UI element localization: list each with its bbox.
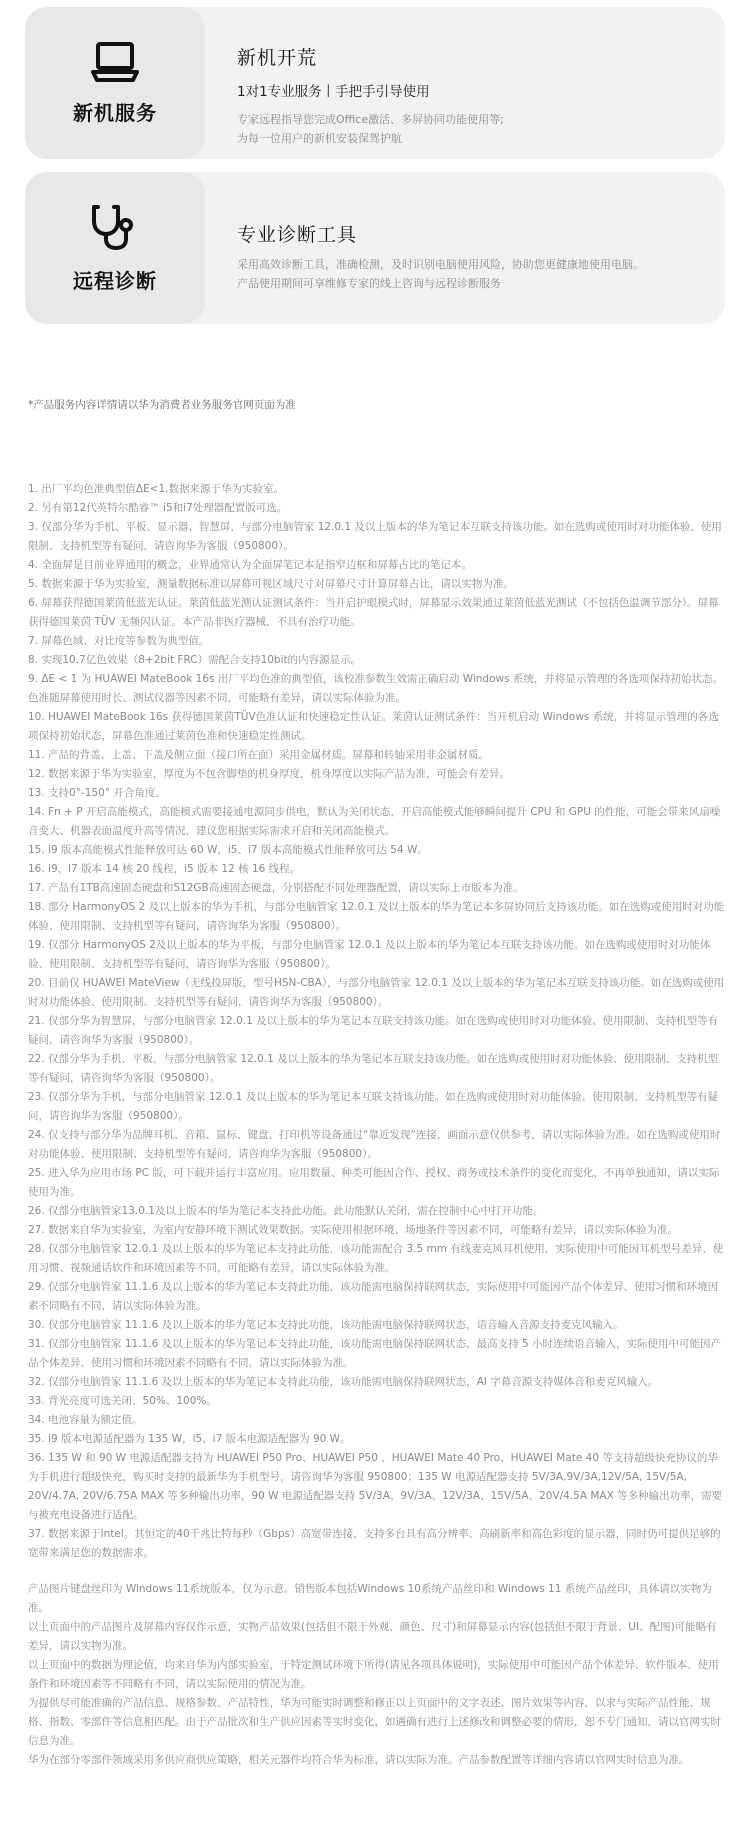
footnote-item: 15. i9 版本高能模式性能释放可达 60 W，i5、i7 版本高能模式性能释放可达 54 W。 xyxy=(28,844,428,856)
card-description-line: 采用高效诊断工具，准确检测，及时识别电脑使用风险，协助您更健康地使用电脑。 xyxy=(237,258,644,271)
card-description xyxy=(237,255,705,293)
footnote-item: 6. 屏幕获得德国莱茵低蓝光认证。莱茵低蓝光测认证测试条件：当开启护眼模式时，屏幕显示效果通过莱茵低蓝光测试（不包括色温调节部分）。屏幕获得德国莱茵 TÜV 无频闪认证。本产品非医疗器械，不具有治疗功能。 xyxy=(28,597,719,628)
footnote-item: 20. 目前仅 HUAWEI MateView（无线投屏版，型号HSN-CBA），与部分电脑管家 12.0.1 及以上版本的华为笔记本互联支持该功能。如在选购或使用时对功能体验、使用限制、支持机型等有疑问，请咨询华为客服（950800）。 xyxy=(28,977,725,1008)
card-icon-box xyxy=(25,7,205,159)
footnote-item: 26. 仅部分电脑管家13.0.1及以上版本的华为笔记本支持此功能。此功能默认关闭，需在控制中心中打开功能。 xyxy=(28,1205,544,1217)
footnote-item: 31. 仅部分电脑管家 11.1.6 及以上版本的华为笔记本支持此功能，该功能需电脑保持联网状态，最高支持 5 小时连续语音输入，实际使用中可能因产品个体差异、使用习惯和环境因素不同略有不同，请以实际体验为准。 xyxy=(28,1338,721,1369)
disclaimer-paragraph: 为提供尽可能准确的产品信息、规格参数、产品特性，华为可能实时调整和修正以上页面中的文字表述、图片效果等内容，以求与实际产品性能、规格、指数、零部件等信息相匹配。由于产品批次和生产供应因素等实时变化，如遇确有进行上述修改和调整必要的情形，恕不专门通知，请以官网实时信息为准。 xyxy=(28,1697,721,1747)
footnote-item: 1. 出厂平均色准典型值ΔE<1,数据来源于华为实验室。 xyxy=(28,483,284,495)
footnote-item: 23. 仅部分华为手机，与部分电脑管家 12.0.1 及以上版本的华为笔记本互联支持该功能。如在选购或使用时对功能体验、使用限制、支持机型等有疑问，请咨询华为客服（950800）。 xyxy=(28,1091,719,1122)
card-icon-label: 新机服务 xyxy=(73,100,157,125)
footnote-item: 7. 屏幕色域、对比度等参数为典型值。 xyxy=(28,635,210,647)
footnote-item: 32. 仅部分电脑管家 11.1.6 及以上版本的华为笔记本支持此功能，该功能需电脑保持联网状态，AI 字幕音源支持媒体音和麦克风输入。 xyxy=(28,1376,659,1388)
footnote-item: 11. 产品的背盖、上盖、下盖及侧立面（接口所在面）采用金属材质。屏幕和转轴采用非金属材质。 xyxy=(28,749,490,761)
footnote-item: 12. 数据来源于华为实验室，厚度为不包含脚垫的机身厚度，机身厚度以实际产品为准，可能会有差异。 xyxy=(28,768,511,780)
footnote-item: 29. 仅部分电脑管家 11.1.6 及以上版本的华为笔记本支持此功能，该功能需电脑保持联网状态，实际使用中可能因产品个体差异、使用习惯和环境因素不同略有不同，请以实际体验为准。 xyxy=(28,1281,719,1312)
footnote-item: 30. 仅部分电脑管家 11.1.6 及以上版本的华为笔记本支持此功能，该功能需电脑保持联网状态，语音输入音源支持麦克风输入。 xyxy=(28,1319,624,1331)
footnote-item: 3. 仅部分华为手机、平板、显示器、智慧屏，与部分电脑管家 12.0.1 及以上版本的华为笔记本互联支持该功能。如在选购或使用时对功能体验、使用限制、支持机型等有疑问，请咨询华为客服（950800）。 xyxy=(28,521,722,552)
card-description-line: 专家远程指导您完成Office激活、多屏协同功能使用等; xyxy=(237,113,504,126)
footnote-item: 33. 背光亮度可选关闭、50%、100%。 xyxy=(28,1395,217,1407)
footnote-item: 21. 仅部分华为智慧屏，与部分电脑管家 12.0.1 及以上版本的华为笔记本互联支持该功能。如在选购或使用时对功能体验、使用限制、支持机型等有疑问，请咨询华为客服（950800）。 xyxy=(28,1015,719,1046)
card-description-line: 产品使用期间可享维修专家的线上咨询与远程诊断服务 xyxy=(237,277,501,290)
service-note: *产品服务内容详情请以华为消费者业务服务官网页面为准 xyxy=(28,399,296,411)
footnote-item: 19. 仅部分 HarmonyOS 2及以上版本的华为平板，与部分电脑管家 12.0.1 及以上版本的华为笔记本互联支持该功能。如在选购或使用时对功能体验、使用限制、支持机型等有疑问，请咨询华为客服（950800）。 xyxy=(28,939,711,970)
card-description-line: 为每一位用户的新机安装保驾护航 xyxy=(237,132,402,145)
footnote-item: 14. Fn + P 开启高能模式，高能模式需要接通电源同步供电，默认为关闭状态，开启高能模式能够瞬间提升 CPU 和 GPU 的性能，可能会带来风扇噪音变大、机器表面温度升高等情况，建议您根据实际需求开启和关闭高能模式。 xyxy=(28,806,721,837)
footnote-item: 37. 数据来源于Intel。其恒定的40千兆比特每秒（Gbps）高宽带连接，支持多台具有高分辨率、高刷新率和高色彩度的显示器，同时仍可提供足够的宽带来满足您的数据需求。 xyxy=(28,1528,721,1559)
new-device-service-card xyxy=(25,7,725,159)
footnote-item: 13. 支持0°-150° 开合角度。 xyxy=(28,787,166,799)
card-icon-label: 远程诊断 xyxy=(73,268,157,293)
stethoscope-icon xyxy=(90,203,140,251)
footnote-item: 28. 仅部分电脑管家 12.0.1 及以上版本的华为笔记本支持此功能，该功能需配合 3.5 mm 有线麦克风耳机使用，实际使用中可能因耳机型号差异、使用习惯、视频通话软件和环境因素等不同，可能略有差异，请以实际体验为准。 xyxy=(28,1243,724,1274)
footnote-item: 18. 部分 HarmonyOS 2 及以上版本的华为手机，与部分电脑管家 12.0.1 及以上版本的华为笔记本多屏协同后支持该功能。如在选购或使用时对功能体验、使用限制、支持机型等有疑问，请咨询华为客服（950800）。 xyxy=(28,901,725,932)
disclaimer-paragraph: 华为在部分零部件领域采用多供应商供应策略，相关元器件均符合华为标准，请以实际为准。产品参数配置等详细内容请以官网实时信息为准。 xyxy=(28,1754,690,1766)
footnote-item: 9. ΔE < 1 为 HUAWEI MateBook 16s 出厂平均色准的典型值，该校准参数生效需正确启动 Windows 系统，并将显示管理的各选项保持初始状态。色准随屏幕使用时长、测试仪器等因素不同，可能略有差异，请以实际体验为准。 xyxy=(28,673,723,704)
laptop-icon xyxy=(90,41,140,83)
footnote-item: 4. 全面屏是目前业界通用的概念，业界通常认为全面屏笔记本是指窄边框和屏幕占比的笔记本。 xyxy=(28,559,472,571)
footnote-item: 27. 数据来自华为实验室，为室内安静环境下测试效果数据。实际使用根据环境、场地条件等因素不同，可能略有差异，请以实际体验为准。 xyxy=(28,1224,679,1236)
footnote-item: 35. i9 版本电源适配器为 135 W，i5、i7 版本电源适配器为 90 W。 xyxy=(28,1433,351,1445)
footnote-item: 22. 仅部分华为手机、平板，与部分电脑管家 12.0.1 及以上版本的华为笔记本互联支持该功能。如在选购或使用时对功能体验、使用限制、支持机型等有疑问，请咨询华为客服（950800）。 xyxy=(28,1053,719,1084)
disclaimer-paragraph: 以上页面中的数据为理论值，均来自华为内部实验室，于特定测试环境下所得(请见各项具体说明)，实际使用中可能因产品个体差异、软件版本、使用条件和环境因素等不同略有不同，请以实际使用的情况为准。 xyxy=(28,1659,719,1690)
footnote-item: 5. 数据来源于华为实验室，测量数据标准以屏幕可视区域尺寸对屏幕尺寸计算屏幕占比，请以实物为准。 xyxy=(28,578,514,590)
footnote-item: 17. 产品有1TB高速固态硬盘和512GB高速固态硬盘，分别搭配不同处理器配置，请以实际上市版本为准。 xyxy=(28,882,524,894)
footnote-item: 24. 仅支持与部分华为品牌耳机、音箱、鼠标、键盘、打印机等设备通过“靠近发现”连接，画面示意仅供参考，请以实际体验为准。如在选购或使用时对功能体验、使用限制、支持机型等有疑问，请咨询华为客服（950800）。 xyxy=(28,1129,721,1160)
footnote-item: 8. 实现10.7亿色效果（8+2bit FRC）需配合支持10bit的内容源显示。 xyxy=(28,654,362,666)
card-title: 新机开荒 xyxy=(237,47,318,69)
footnote-item: 16. i9、i7 版本 14 核 20 线程，i5 版本 12 核 16 线程。 xyxy=(28,863,301,875)
card-icon-box xyxy=(25,172,205,324)
footnotes xyxy=(28,480,726,1563)
footnote-item: 36. 135 W 和 90 W 电源适配器支持为 HUAWEI P50 Pro、HUAWEI P50 、HUAWEI Mate 40 Pro、HUAWEI Mate 40 等支持超级快充协议的华为手机进行超级快充，购买时支持的最新华为手机型号，请咨询华为客服 950800；135 W 电源适配器支持 5V/3A,9V/3A,12V/5A, 15V/5A, 20V/4.7A, 20V/6.75A MAX 等多种输出功率，90 W 电源适配器支持 5V/3A、9V/3A、12V/3A、15V/5A、20V/4.5A MAX 等多种输出功率，需要与被充电设备进行适配。 xyxy=(28,1452,723,1521)
disclaimer-paragraph: 以上页面中的产品图片及屏幕内容仅作示意，实物产品效果(包括但不限于外观、颜色、尺寸)和屏幕显示内容(包括但不限于背景、UI、配图)可能略有差异，请以实物为准。 xyxy=(28,1621,717,1652)
card-description xyxy=(237,110,705,148)
card-subtitle: 1对1专业服务丨手把手引导使用 xyxy=(237,84,430,100)
footnote-item: 2. 另有第12代英特尔酷睿™ i5和i7处理器配置版可选。 xyxy=(28,502,288,514)
disclaimer xyxy=(28,1580,726,1770)
footnote-item: 25. 进入华为应用市场 PC 版，可下载并运行丰富应用。应用数量、种类可能因合作、授权、商务或技术条件的变化而变化，不再单独通知，请以实际使用为准。 xyxy=(28,1167,720,1198)
footnote-item: 34. 电池容量为额定值。 xyxy=(28,1414,143,1426)
card-title: 专业诊断工具 xyxy=(237,224,358,246)
footnote-item: 10. HUAWEI MateBook 16s 获得德国莱茵TÜV色准认证和快速稳定性认证。莱茵认证测试条件：当开机启动 Windows 系统，并将显示管理的各选项保持初始状态，屏幕色准通过莱茵色准和快速稳定性测试。 xyxy=(28,711,719,742)
disclaimer-paragraph: 产品图片键盘丝印为 Windows 11系统版本，仅为示意。销售版本包括Windows 10系统产品丝印和 Windows 11 系统产品丝印，具体请以实物为准。 xyxy=(28,1583,712,1614)
remote-diagnosis-card xyxy=(25,172,725,324)
